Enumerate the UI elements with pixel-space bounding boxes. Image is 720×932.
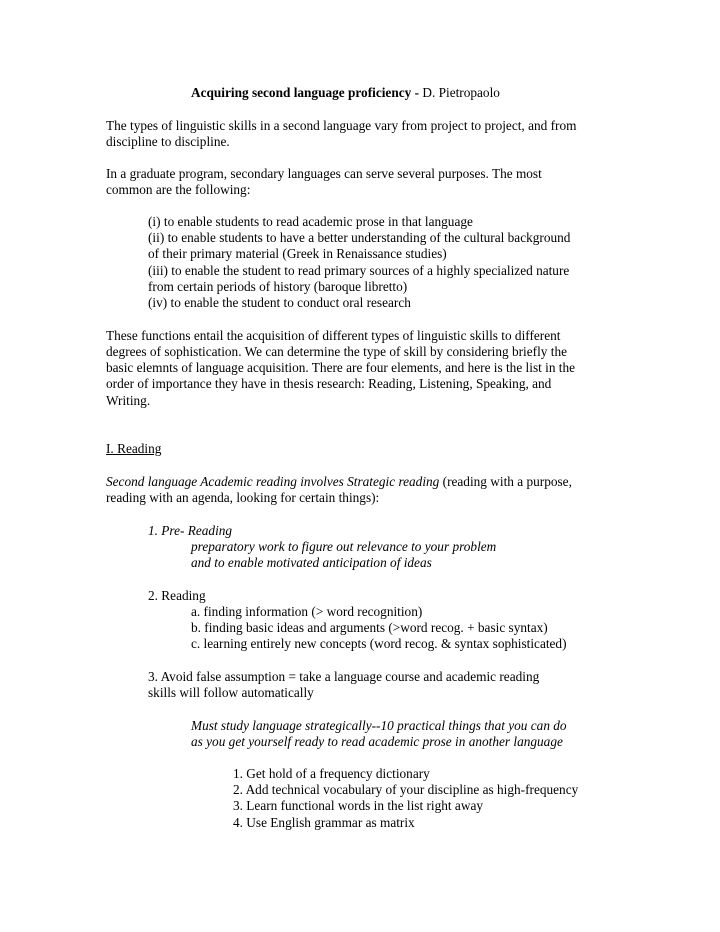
reading-item: a. finding information (> word recognition) [191,604,423,619]
functions-line: order of importance they have in thesis research: Reading, Listening, Speaking, and [106,376,552,391]
purposes-intro-line: common are the following: [106,182,251,197]
pre-reading-line: preparatory work to figure out relevance to your problem [191,539,497,554]
purpose-item: from certain periods of history (baroque libretto) [148,279,408,294]
purpose-item: of their primary material (Greek in Renaissance studies) [148,246,447,261]
pre-reading-heading: 1. Pre- Reading [148,523,233,538]
purpose-item: (iv) to enable the student to conduct oral research [148,295,411,310]
strategic-note-line: Must study language strategically--10 practical things that you can do [191,718,567,733]
intro-line: The types of linguistic skills in a second language vary from project to project, and from [106,118,577,133]
functions-line: degrees of sophistication. We can determine the type of skill by considering briefly the [106,344,567,359]
false-assumption-line: skills will follow automatically [148,685,314,700]
purpose-item: (iii) to enable the student to read primary sources of a highly specialized nature [148,263,570,278]
reading-item: c. learning entirely new concepts (word recog. & syntax sophisticated) [191,636,567,651]
reading-item: b. finding basic ideas and arguments (>word recog. + basic syntax) [191,620,548,635]
reading-intro-italic: Second language Academic reading involves Strategic reading [106,474,440,489]
title-bold: Acquiring second language proficiency - [191,85,423,100]
section-heading-reading: I. Reading [106,441,162,456]
practical-item: 1. Get hold of a frequency dictionary [233,766,430,781]
functions-line: These functions entail the acquisition of different types of linguistic skills to different [106,328,561,343]
purpose-item: (i) to enable students to read academic prose in that language [148,214,473,229]
title-author: D. Pietropaolo [422,85,500,100]
practical-item: 4. Use English grammar as matrix [233,815,415,830]
purpose-item: (ii) to enable students to have a better understanding of the cultural background [148,230,571,245]
purposes-intro-line: In a graduate program, secondary languages can serve several purposes. The most [106,166,542,181]
practical-item: 2. Add technical vocabulary of your discipline as high-frequency [233,782,579,797]
reading-intro-line: reading with an agenda, looking for certain things): [106,490,380,505]
reading-intro-rest: (reading with a purpose, [439,474,572,489]
document-title [191,85,500,101]
reading-intro-line [106,474,572,490]
practical-item: 3. Learn functional words in the list right away [233,798,483,813]
reading-heading: 2. Reading [148,588,206,603]
false-assumption-line: 3. Avoid false assumption = take a language course and academic reading [148,669,540,684]
pre-reading-line: and to enable motivated anticipation of ideas [191,555,432,570]
strategic-note-line: as you get yourself ready to read academic prose in another language [191,734,563,749]
functions-line: basic elemnts of language acquisition. There are four elements, and here is the list in the [106,360,576,375]
intro-line: discipline to discipline. [106,134,230,149]
functions-line: Writing. [106,393,151,408]
